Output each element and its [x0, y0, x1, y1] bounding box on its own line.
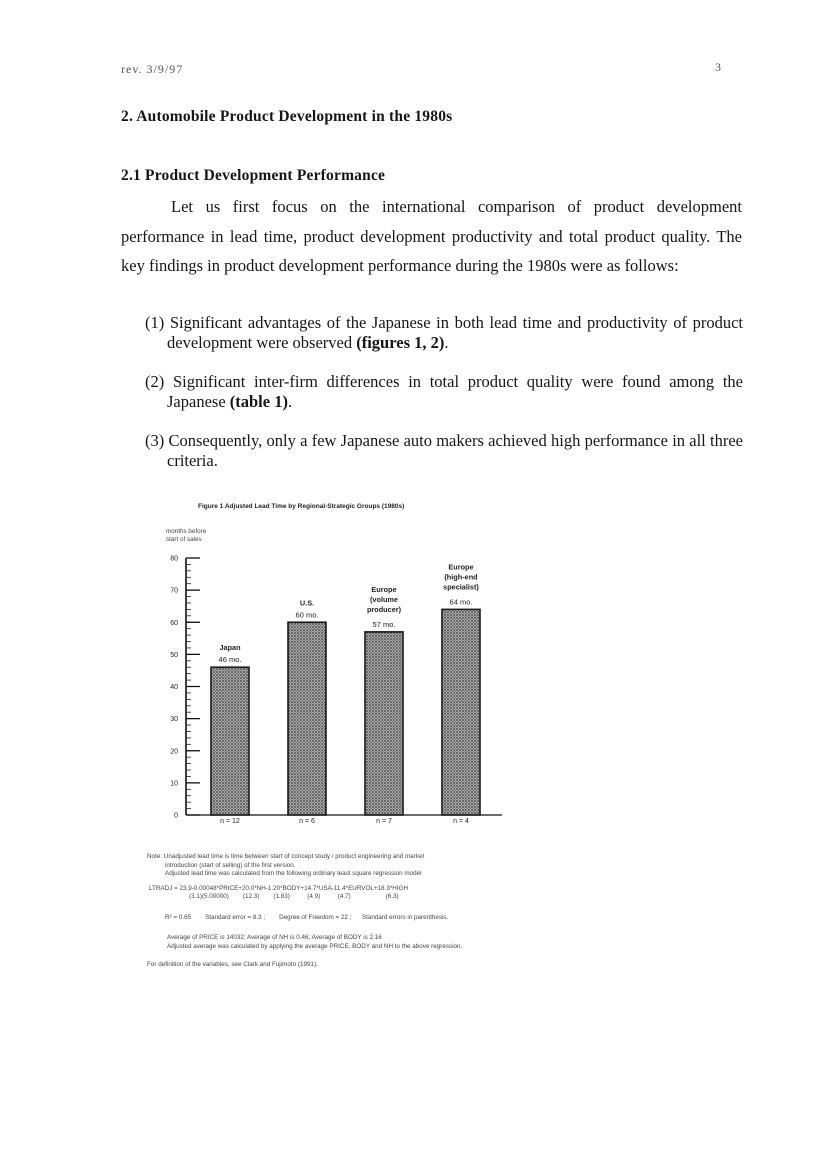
y-tick-label: 60 [170, 619, 178, 627]
finding-2 [145, 372, 743, 412]
y-unit-line: months before [166, 528, 207, 535]
y-tick-label: 0 [174, 812, 178, 820]
finding-tail: . [287, 392, 293, 411]
y-tick-label: 30 [170, 716, 178, 724]
y-tick-label: 10 [170, 780, 178, 788]
regression-statistics: R² = 0.65 Standard error = 8.3 ; Degree of Freedom = 22 ; Standard errors in parenthesis. [165, 913, 449, 921]
sample-size-label: n = 12 [220, 818, 240, 825]
sample-size-label: n = 6 [299, 818, 315, 825]
bar [211, 667, 249, 815]
intro-paragraph [121, 192, 742, 281]
finding-text: Significant inter-firm differences in total product quality were found among the Japanese [167, 372, 743, 411]
category-label: Europe [448, 562, 474, 572]
figure-reference: (figures 1, 2) [356, 333, 445, 352]
bar-value-label: 60 mo. [295, 610, 319, 620]
bar-value-label: 64 mo. [449, 597, 473, 607]
bars [211, 562, 480, 825]
y-unit-line: start of sales [166, 536, 202, 543]
category-label: producer) [366, 604, 402, 614]
finding-number: (2) [145, 372, 165, 391]
figure-title: Figure 1 Adjusted Lead Time by Regional-Strategic Groups (1980s) [198, 503, 405, 510]
category-label: (volume [370, 594, 398, 604]
category-label: specialist) [443, 582, 479, 592]
y-tick-label: 50 [170, 651, 178, 659]
page-number: 3 [715, 60, 722, 74]
note-averages: Average of PRICE is 14032; Average of NH is 0.46; Average of BODY is 2.16 [167, 934, 382, 941]
intro-text: us first focus on the international comparison of product development performance in lead time, product development productivity and total product quality. The key findings in product development performance during the 1980s were as follows: [121, 197, 742, 275]
lead-time-bar-chart [150, 548, 510, 830]
figure-notes [147, 853, 557, 970]
finding-tail: . [444, 333, 449, 352]
finding-text: Significant advantages of the Japanese in both lead time and productivity of product development were observed [167, 313, 743, 352]
sample-size-label: n = 4 [453, 818, 469, 825]
regression-equation: LTRADJ = 23.9-0.00048*PRICE+20.0*NH-1.20*BODY+14.7*USA-11.4*EURVOL+18.3*HIGH [149, 884, 409, 892]
section-title: 2. Automobile Product Development in the 1980s [121, 108, 453, 125]
sample-size-label: n = 7 [376, 818, 392, 825]
finding-text: Consequently, only a few Japanese auto makers achieved high performance in all three criteria. [167, 431, 743, 470]
note-line: introduction (start of selling) of the first version. [165, 861, 296, 869]
revision-date: rev. 3/9/97 [121, 62, 184, 76]
note-adjustment: Adjusted average was calculated by applying the average PRICE, BODY and NH to the above regression. [167, 942, 463, 950]
category-label: Europe [371, 584, 397, 594]
y-tick-label: 40 [170, 684, 178, 691]
category-label: (high-end [444, 572, 478, 582]
intro-first-word: Let [171, 197, 193, 216]
bar [442, 609, 480, 815]
finding-3 [145, 431, 743, 471]
y-tick-label: 80 [170, 555, 178, 563]
finding-number: (1) [145, 313, 165, 332]
bar [365, 632, 403, 815]
finding-1 [145, 313, 743, 353]
category-label: Japan [219, 643, 241, 653]
note-definitions: For definition of the variables, see Clark and Fujimoto (1991). [147, 961, 318, 968]
bar [288, 622, 326, 815]
y-axis-unit [166, 528, 206, 544]
note-line: Adjusted lead time was calculated from the following ordinary least square regression model [165, 870, 422, 877]
table-reference: (table 1) [229, 392, 288, 411]
bar-value-label: 57 mo. [372, 619, 396, 629]
regression-standard-errors: (3.1)(5.00000) (12.3) (1.83) (4.9) (4.7) (6.3) [189, 893, 399, 900]
subsection-title: 2.1 Product Development Performance [121, 167, 386, 184]
finding-number: (3) [145, 431, 165, 450]
y-tick-label: 20 [170, 748, 178, 756]
bar-value-label: 46 mo. [218, 655, 242, 665]
note-line: Note: Unadjusted lead time is time between start of concept study / product engineering and market [147, 853, 425, 860]
y-tick-label: 70 [170, 587, 178, 595]
category-label: U.S. [299, 598, 315, 608]
